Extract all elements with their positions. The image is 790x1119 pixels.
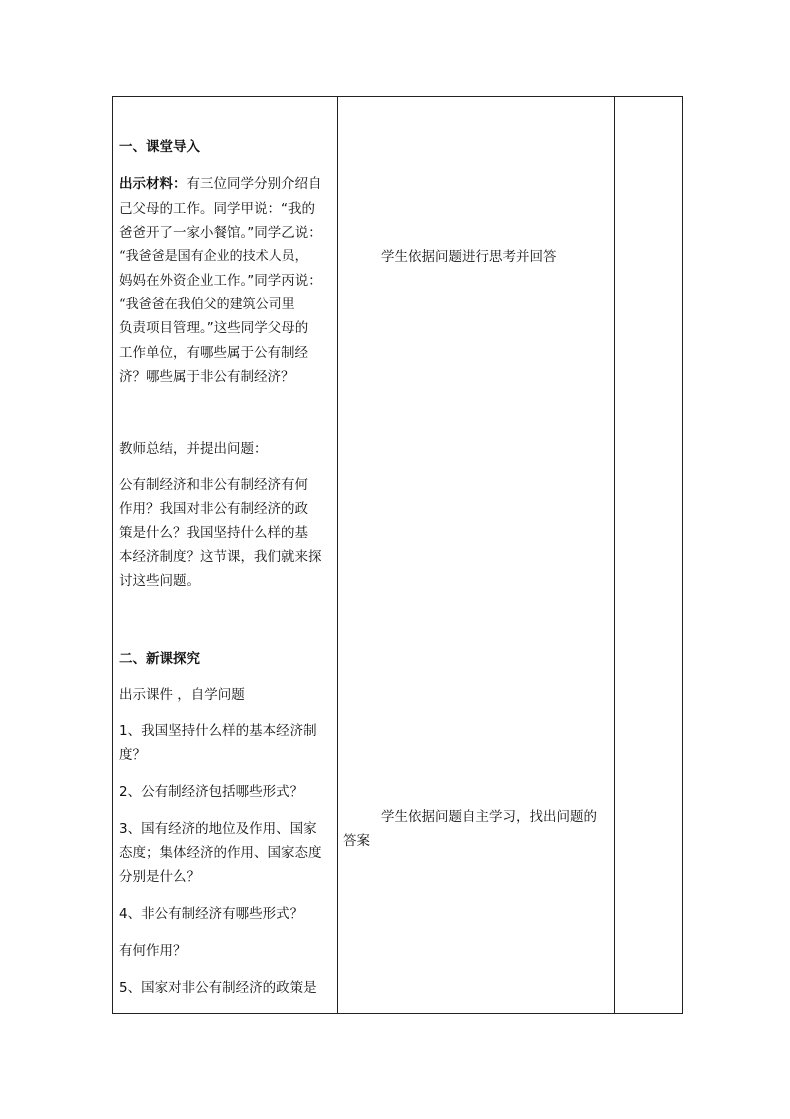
question-1: 度？	[119, 747, 146, 763]
student-activity-2-continued: 答案	[343, 833, 370, 849]
question-4: 4、非公有制经济有哪些形式？	[119, 906, 304, 922]
question-line: 作用？我国对非公有制经济的政	[119, 501, 308, 517]
material-line: 出示材料：有三位同学分别介绍自	[119, 176, 322, 192]
lesson-plan-table	[112, 96, 683, 1014]
question-2: 2、公有制经济包括哪些形式？	[119, 784, 304, 800]
question-1: 1、我国坚持什么样的基本经济制	[119, 723, 317, 739]
courseware-line: 出示课件 ，自学问题	[119, 687, 245, 703]
notes-cell	[615, 97, 684, 1013]
material-line: “我爸爸是国有企业的技术人员，	[119, 249, 308, 264]
teacher-summary: 教师总结，并提出问题：	[119, 441, 268, 457]
question-line: 公有制经济和非公有制经济有何	[119, 477, 308, 493]
material-line: 己父母的工作。同学甲说：“我的	[119, 201, 315, 217]
question-line: 讨这些问题。	[119, 573, 200, 589]
material-line: “我爸爸在我伯父的建筑公司里	[119, 297, 295, 312]
teacher-activity-cell	[113, 97, 337, 1013]
question-5: 5、国家对非公有制经济的政策是	[119, 980, 317, 996]
student-activity-1: 学生依据问题进行思考并回答	[381, 249, 557, 265]
question-4-continued: 有何作用？	[119, 943, 187, 959]
student-activity-2: 学生依据问题自主学习，找出问题的	[381, 809, 597, 825]
section-title-intro: 一、课堂导入	[119, 139, 200, 155]
material-line: 负责项目管理。”这些同学父母的	[119, 320, 309, 336]
question-line: 策是什么？我国坚持什么样的基	[119, 525, 308, 541]
material-line: 工作单位，有哪些属于公有制经	[119, 345, 308, 361]
question-3: 分别是什么？	[119, 869, 200, 885]
student-activity-cell	[337, 97, 615, 1013]
section-title-explore: 二、新课探究	[119, 651, 200, 667]
material-line: 爸爸开了一家小餐馆。”同学乙说：	[119, 225, 322, 241]
question-3: 3、国有经济的地位及作用、国家	[119, 821, 317, 837]
material-line: 妈妈在外资企业工作。”同学丙说：	[119, 273, 322, 289]
material-label: 出示材料：	[119, 176, 187, 192]
question-line: 本经济制度？这节课，我们就来探	[119, 549, 322, 565]
material-line: 济？哪些属于非公有制经济？	[119, 369, 295, 385]
question-3: 态度；集体经济的作用、国家态度	[119, 845, 322, 861]
